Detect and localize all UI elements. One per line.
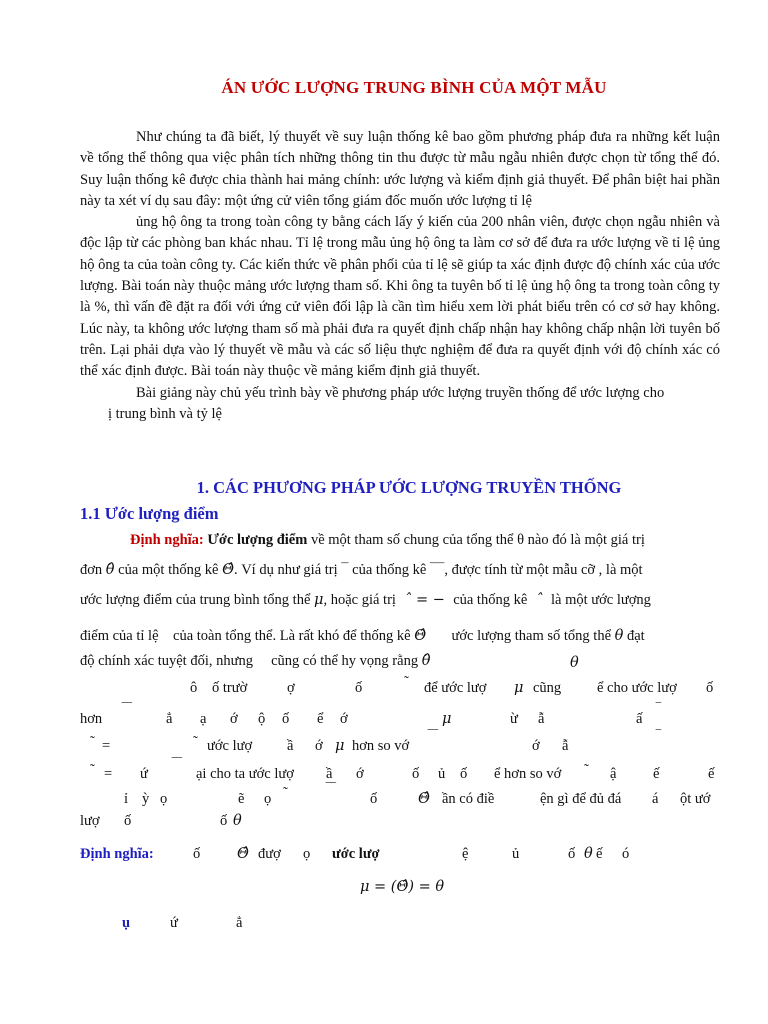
definition-text-5a: độ chính xác tuyệt đối, nhưng xyxy=(80,653,253,669)
fragment: ố xyxy=(220,813,228,829)
definition-line-5 xyxy=(80,653,720,670)
fragment: ủ xyxy=(438,766,446,782)
theta-hat-capital-symbol-3: Θ̂ xyxy=(418,791,430,807)
fragment: ớ xyxy=(532,738,540,754)
fragment: hơn xyxy=(80,711,103,727)
definition-text-4a: điểm của tỉ lệ xyxy=(80,628,159,644)
mu-symbol: μ xyxy=(314,592,324,608)
tilde-symbol: ˜ xyxy=(404,674,409,690)
fragment: ần có điề xyxy=(442,791,495,807)
fragment: ầ xyxy=(326,766,333,782)
overline-symbol-8: ‾‾ xyxy=(326,782,336,798)
overline-symbol-6: ‾ xyxy=(656,729,661,745)
fragment: ể xyxy=(317,711,324,727)
fragment: ớ xyxy=(230,711,238,727)
intro-paragraph-2: Bài giảng này chủ yếu trình bày về phương pháp ước lượng truyền thống để ước lượng cho xyxy=(136,384,665,401)
fragment: ầ xyxy=(287,738,294,754)
intro-paragraph-1b: ủng hộ ông ta trong toàn công ty bằng cách lấy ý kiến của 200 nhân viên, được chọn ngẫu nhiên và độc lập từ các phòng ban khác nhau. Tỉ lệ trong mẫu ủng hộ ông ta làm cơ sở để đưa ra ước lượng về tỉ lệ ủng hộ ông ta của toàn công ty. Các kiến thức về phân phối của tỉ lệ sẽ giúp ta xác định được độ chính xác của ước lượng. Bài toán này thuộc mảng ước lượng tham số. Khi ông ta tuyên bố tỉ lệ ủng hộ ông ta trong toàn công ty là %, thì vấn đề đặt ra đối với ứng cử viên đối lập là cần tìm hiểu xem lời phát biểu trên có cơ sở hay không. Lúc này, ta không ước lượng tham số mà phải đưa ra quyết định chấp nhận hay không chấp nhận lời tuyên bố trên. Lại phải dựa vào lý thuyết về mẫu và các số liệu thực nghiệm để đưa ra quyết định với độ chính xác có thể xác định được. Bài toán này thuộc về mảng kiểm định giả thuyết. xyxy=(80,214,720,380)
fragment: ế xyxy=(653,766,660,782)
definition-text-3d: là một ước lượng xyxy=(551,592,651,608)
definition-term: Ước lượng điểm xyxy=(207,532,308,548)
fragment: để ước lượ xyxy=(424,680,487,696)
mu-symbol-4: μ xyxy=(335,738,345,754)
hat-symbol: ˆ xyxy=(530,592,548,608)
definition-label: Định nghĩa: xyxy=(130,532,204,548)
definition-text-4c: ước lượng tham số tổng thể xyxy=(451,628,612,644)
definition-text-2d: của thống kê xyxy=(352,562,427,578)
fragment: ọ xyxy=(303,846,311,862)
fragment: ỳ xyxy=(142,791,150,807)
fragment: á xyxy=(652,791,659,807)
fragment: đượ xyxy=(258,846,281,862)
fragment: ố xyxy=(412,766,420,782)
theta-symbol: θ xyxy=(614,628,624,644)
tilde-symbol-6: ˜ xyxy=(283,785,288,801)
fragment: ọ xyxy=(160,791,168,807)
fragment: ố xyxy=(282,711,290,727)
fragment: ể hơn so vớ xyxy=(494,766,562,782)
definition-text-2c: . Ví dụ như giá trị xyxy=(233,562,338,578)
fragment: ẳ xyxy=(166,711,173,727)
definition-text-2e: , được tính từ một mẫu cỡ , là một xyxy=(444,562,643,578)
definition-text-3a: ước lượng điểm của trung bình tổng thể xyxy=(80,592,311,608)
fragment: ố xyxy=(355,680,363,696)
fragment: cũng xyxy=(533,680,562,696)
fragment: ô xyxy=(190,680,198,696)
fragment: ó xyxy=(622,846,630,862)
section-heading-1: 1. CÁC PHƯƠNG PHÁP ƯỚC LƯỢNG TRUYỀN THỐNG xyxy=(196,478,622,497)
fragment: hơn so vớ xyxy=(352,738,410,754)
fragment: ệ xyxy=(462,846,469,862)
definition-line-1 xyxy=(80,532,720,549)
definition-text-5b: cũng có thể hy vọng rằng xyxy=(271,653,419,669)
fragment: ợ xyxy=(287,680,295,696)
fragment: ẳ xyxy=(236,915,243,931)
fragment: ạ xyxy=(200,711,207,727)
definition-text-4d: đạt xyxy=(627,628,645,644)
fragment: ấ xyxy=(636,711,643,727)
definition-text-3b: , hoặc giá trị xyxy=(323,592,396,608)
fragment: ẫ xyxy=(538,711,545,727)
definition-2-label: Định nghĩa: xyxy=(80,846,154,862)
fragment: ẽ xyxy=(238,791,245,807)
fragment: ể cho ước lượ xyxy=(597,680,677,696)
fragment: ế xyxy=(596,846,603,862)
theta-hat-symbol-2: θ̂ xyxy=(421,653,431,669)
fragment: ố xyxy=(568,846,576,862)
fragment: ỉ xyxy=(124,791,129,807)
fragment: ố xyxy=(370,791,378,807)
fragment: ố xyxy=(124,813,132,829)
definition-text-2a: đơn xyxy=(80,562,103,578)
tilde-symbol-3: ˜ xyxy=(193,734,198,750)
fragment: ừ xyxy=(510,711,518,727)
page-title: ÁN ƯỚC LƯỢNG TRUNG BÌNH CỦA MỘT MẪU xyxy=(221,78,607,97)
fragment: ụ xyxy=(122,915,131,931)
mu-symbol-3: μ xyxy=(442,711,452,727)
hat-eq-symbol: ˆ = − xyxy=(399,592,450,608)
theta-symbol-3: θ xyxy=(233,813,242,829)
fragment: ọ xyxy=(264,791,272,807)
fragment: lượ xyxy=(80,813,100,829)
tilde-symbol-5: ˜ xyxy=(584,762,589,778)
fragment: ớ xyxy=(340,711,348,727)
definition-text-2b: của một thống kê xyxy=(118,562,219,578)
overline-symbol-4: ‾ xyxy=(656,702,661,718)
overline-symbol-7: ‾‾ xyxy=(172,757,182,773)
fragment: ố xyxy=(706,680,714,696)
definition-line-4 xyxy=(80,628,720,645)
fragment: ế xyxy=(708,766,715,782)
fragment: ện gì để đủ đá xyxy=(540,791,622,807)
overline-symbol-3: ‾‾ xyxy=(122,702,132,718)
tilde-symbol-2: ˜ xyxy=(90,734,95,750)
fragment: ố xyxy=(460,766,468,782)
fragment: ột ướ xyxy=(680,791,711,807)
overline-symbol-5: ‾‾ xyxy=(428,729,438,745)
fragment: = xyxy=(102,738,111,754)
fragment: ớ xyxy=(356,766,364,782)
fragment: ứ xyxy=(170,915,178,931)
fragment: ủ xyxy=(512,846,520,862)
definition-text-3c: của thống kê xyxy=(453,592,528,608)
fragment: = xyxy=(104,766,113,782)
definition-line-2 xyxy=(80,562,720,579)
theta-symbol-2: θ xyxy=(570,655,579,671)
overline-symbol: ‾ xyxy=(341,562,349,578)
intro-paragraph-1: Như chúng ta đã biết, lý thuyết về suy luận thống kê bao gồm phương pháp đưa ra những kết luận về tổng thể thông qua việc phân tích những thông tin thu được từ mẫu ngẫu nhiên được chọn từ tổng thể đó. Suy luận thống kê được chia thành hai mảng chính: ước lượng và kiểm định giả thuyết. Để phân biệt hai phần này ta xét ví dụ sau đây: một ứng cử viên tổng giám đốc muốn ước lượng tỉ lệ xyxy=(80,129,720,209)
fragment: ố trườ xyxy=(212,680,248,696)
fragment: ớ xyxy=(315,738,323,754)
subsection-heading-1-1: 1.1 Ước lượng điểm xyxy=(80,504,219,523)
fragment: ộ xyxy=(258,711,266,727)
theta-hat-capital-symbol: Θ̂ xyxy=(222,562,234,578)
theta-hat-symbol: θ̂ xyxy=(105,562,115,578)
definition-2-term: ước lượ xyxy=(332,846,380,862)
overline-symbol-2: ‾‾ xyxy=(429,562,445,578)
tilde-symbol-4: ˜ xyxy=(90,762,95,778)
fragment: ẫ xyxy=(562,738,569,754)
definition-text-1: về một tham số chung của tổng thể θ nào đó là một giá trị xyxy=(310,532,645,548)
fragment: ước lượ xyxy=(207,738,253,754)
fragment: ứ xyxy=(140,766,148,782)
definition-line-3 xyxy=(80,592,720,609)
fragment: ố xyxy=(193,846,201,862)
intro-body xyxy=(80,127,720,425)
theta-hat-capital-symbol-4: Θ̂ xyxy=(237,846,249,862)
intro-paragraph-2b: ị trung bình và tỷ lệ xyxy=(108,405,222,422)
unbiased-formula: μ = (Θ̂) = θ xyxy=(360,879,445,895)
fragment: ại cho ta ước lượ xyxy=(196,766,294,782)
mu-symbol-2: μ xyxy=(514,680,524,696)
definition-text-4b: của toàn tổng thể. Là rất khó để thống kê xyxy=(173,628,411,644)
theta-hat-capital-symbol-2: Θ̂ xyxy=(414,628,427,644)
fragment: ậ xyxy=(610,766,617,782)
theta-symbol-4: θ xyxy=(584,846,593,862)
